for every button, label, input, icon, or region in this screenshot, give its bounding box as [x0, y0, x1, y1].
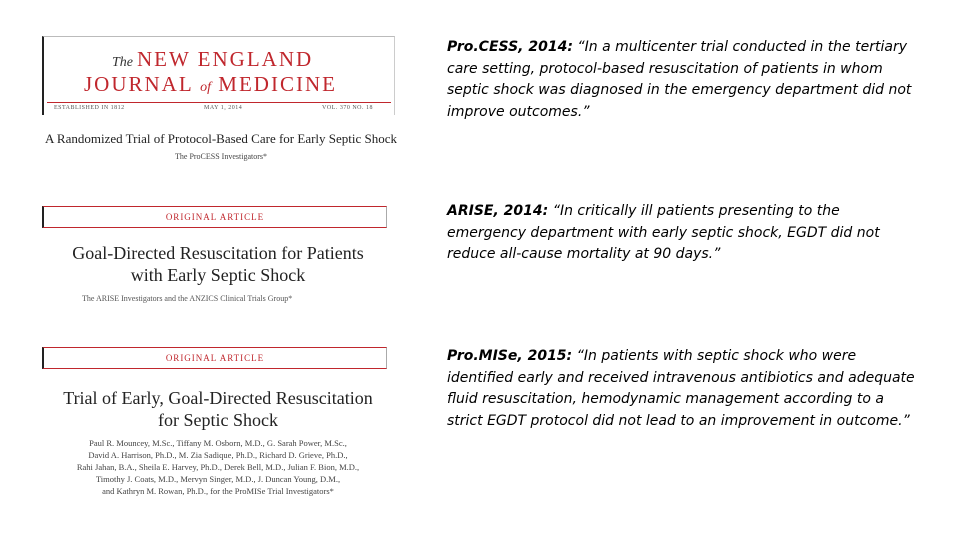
- nejm-new-england: NEW ENGLAND: [137, 47, 314, 71]
- nejm-rule: [47, 102, 391, 103]
- nejm-journal: JOURNAL: [84, 72, 193, 96]
- arise-original-article-banner: ORIGINAL ARTICLE: [42, 206, 387, 228]
- arise-quote: [447, 201, 917, 266]
- promise-article-authors: [42, 437, 394, 497]
- process-quote: [447, 37, 917, 123]
- arise-quote-text: “In critically ill patients presenting to the emergency department with early septic shock, EGDT did not reduce all-cause mortality at 90 days.”: [447, 203, 880, 262]
- promise-quote-text: “In patients with septic shock who were identified early and received intravenous antibiotics and adequate fluid resuscitation, hemodynamic management according to a strict EGDT protocol did not lead to an improvement in outcome.”: [447, 348, 915, 429]
- promise-article-title: [42, 387, 394, 431]
- promise-author-line: Timothy J. Coats, M.D., Mervyn Singer, M.D., J. Duncan Young, D.M.,: [95, 474, 341, 484]
- arise-article-clipping: [42, 202, 394, 310]
- process-quote-study: Pro.CESS, 2014:: [447, 39, 573, 55]
- arise-quote-study: ARISE, 2014:: [447, 203, 549, 219]
- nejm-medicine: MEDICINE: [218, 72, 337, 96]
- arise-title-line2: with Early Septic Shock: [130, 265, 306, 285]
- nejm-established: ESTABLISHED IN 1812: [54, 105, 125, 111]
- nejm-volume: VOL. 370 NO. 18: [322, 105, 373, 111]
- promise-author-line: Paul R. Mouncey, M.Sc., Tiffany M. Osborn, M.D., G. Sarah Power, M.Sc.,: [89, 438, 347, 448]
- arise-article-title: [42, 242, 394, 286]
- nejm-masthead-line1: [112, 47, 313, 72]
- promise-author-line: David A. Harrison, Ph.D., M. Zia Sadique, Ph.D., Richard D. Grieve, Ph.D.,: [88, 450, 348, 460]
- process-quote-text: “In a multicenter trial conducted in the tertiary care setting, protocol-based resuscitation of patients in whom septic shock was diagnosed in the emergency department did not improve outcomes.”: [447, 39, 912, 120]
- process-article-clipping: [42, 36, 398, 162]
- promise-title-line2: for Septic Shock: [158, 410, 278, 430]
- arise-title-line1: Goal-Directed Resuscitation for Patients: [72, 243, 364, 263]
- arise-article-authors: The ARISE Investigators and the ANZICS Clinical Trials Group*: [82, 294, 293, 303]
- promise-quote-study: Pro.MISe, 2015:: [447, 348, 573, 364]
- promise-article-clipping: [42, 345, 394, 515]
- promise-title-line1: Trial of Early, Goal-Directed Resuscitation: [63, 388, 373, 408]
- nejm-the: The: [112, 55, 133, 70]
- nejm-date: MAY 1, 2014: [204, 105, 243, 111]
- promise-author-line: and Kathryn M. Rowan, Ph.D., for the ProMISe Trial Investigators*: [102, 486, 334, 496]
- promise-quote: [447, 346, 917, 432]
- nejm-of: of: [200, 80, 212, 95]
- process-article-title: A Randomized Trial of Protocol-Based Care for Early Septic Shock: [45, 131, 398, 146]
- nejm-masthead: [42, 36, 395, 115]
- promise-original-article-banner: ORIGINAL ARTICLE: [42, 347, 387, 369]
- nejm-masthead-line2: [84, 72, 337, 97]
- process-article-authors: The ProCESS Investigators*: [175, 152, 267, 161]
- promise-author-line: Rahi Jahan, B.A., Sheila E. Harvey, Ph.D., Derek Bell, M.D., Julian F. Bion, M.D.,: [76, 462, 360, 472]
